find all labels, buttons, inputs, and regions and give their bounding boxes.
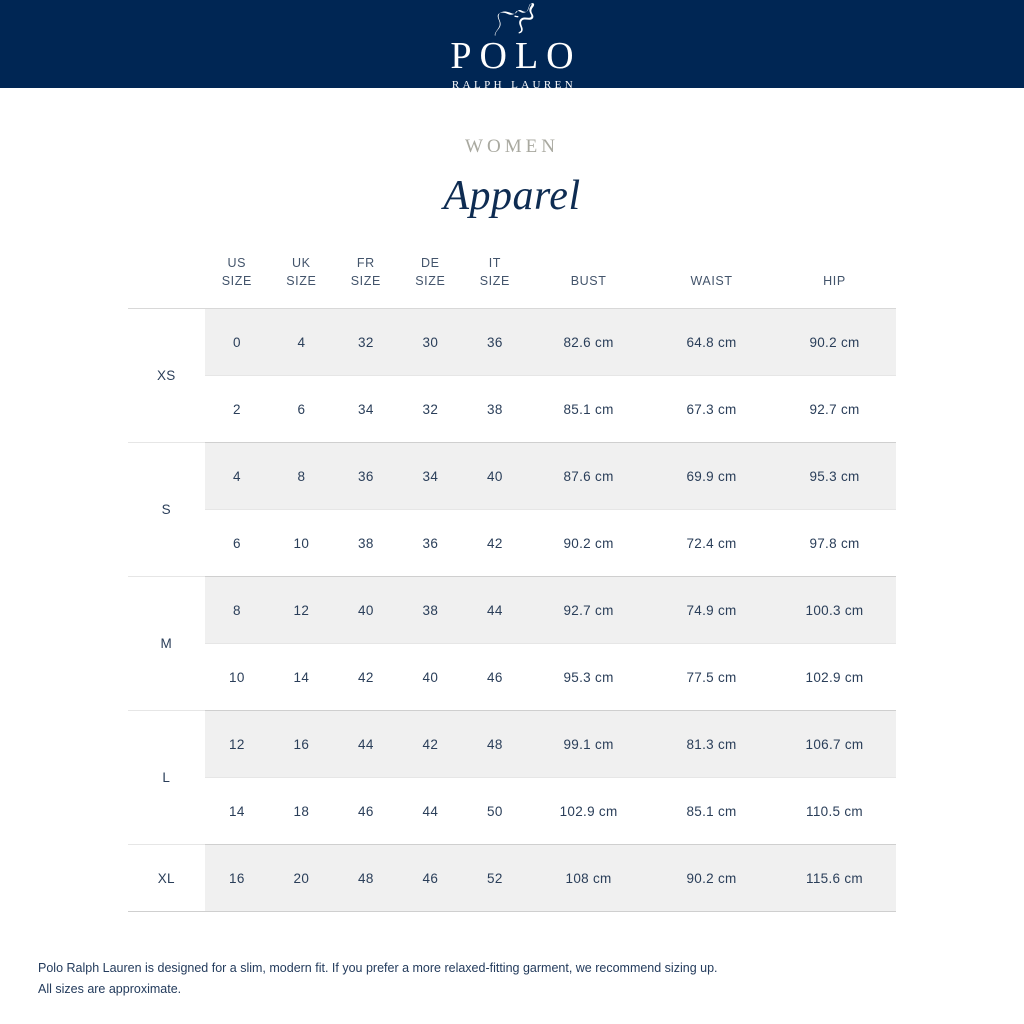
- cell-hip: 102.9 cm: [773, 644, 896, 711]
- page-title: Apparel: [443, 173, 581, 219]
- cell-hip: 97.8 cm: [773, 510, 896, 577]
- size-label-xl: XL: [128, 845, 205, 912]
- table-row: [128, 644, 896, 711]
- size-label-s: S: [128, 443, 205, 577]
- cell-us: 14: [205, 778, 270, 845]
- col-header-fr-size-line2: SIZE: [350, 274, 381, 289]
- footnote-line-2: All sizes are approximate.: [38, 981, 182, 996]
- cell-waist: 81.3 cm: [650, 711, 773, 778]
- cell-de: 46: [398, 845, 463, 912]
- size-label-l: L: [128, 711, 205, 845]
- table-row: [128, 510, 896, 577]
- cell-bust: 95.3 cm: [527, 644, 650, 711]
- cell-hip: 110.5 cm: [773, 778, 896, 845]
- cell-waist: 85.1 cm: [650, 778, 773, 845]
- cell-fr: 32: [334, 309, 399, 376]
- col-header-waist-label: WAIST: [690, 274, 733, 289]
- col-header-de-size-line2: SIZE: [415, 274, 446, 289]
- cell-uk: 12: [269, 577, 334, 644]
- cell-uk: 6: [269, 376, 334, 443]
- cell-bust: 85.1 cm: [527, 376, 650, 443]
- cell-it: 42: [463, 510, 528, 577]
- cell-bust: 90.2 cm: [527, 510, 650, 577]
- cell-fr: 40: [334, 577, 399, 644]
- brand-logo: [442, 0, 581, 91]
- brand-header: [0, 0, 1024, 91]
- cell-waist: 74.9 cm: [650, 577, 773, 644]
- cell-us: 4: [205, 443, 270, 510]
- category-eyebrow: WOMEN: [465, 136, 559, 157]
- cell-waist: 67.3 cm: [650, 376, 773, 443]
- cell-bust: 108 cm: [527, 845, 650, 912]
- cell-de: 36: [398, 510, 463, 577]
- cell-it: 48: [463, 711, 528, 778]
- cell-hip: 90.2 cm: [773, 309, 896, 376]
- cell-de: 42: [398, 711, 463, 778]
- cell-uk: 14: [269, 644, 334, 711]
- size-chart-table: [128, 254, 896, 912]
- cell-fr: 36: [334, 443, 399, 510]
- cell-de: 40: [398, 644, 463, 711]
- size-label-xs: XS: [128, 309, 205, 443]
- table-head: [128, 254, 896, 309]
- cell-waist: 72.4 cm: [650, 510, 773, 577]
- cell-waist: 69.9 cm: [650, 443, 773, 510]
- cell-fr: 48: [334, 845, 399, 912]
- cell-hip: 115.6 cm: [773, 845, 896, 912]
- cell-bust: 99.1 cm: [527, 711, 650, 778]
- cell-fr: 38: [334, 510, 399, 577]
- cell-fr: 42: [334, 644, 399, 711]
- cell-us: 8: [205, 577, 270, 644]
- table-row: [128, 778, 896, 845]
- cell-it: 40: [463, 443, 528, 510]
- cell-us: 0: [205, 309, 270, 376]
- cell-hip: 92.7 cm: [773, 376, 896, 443]
- cell-waist: 90.2 cm: [650, 845, 773, 912]
- cell-fr: 46: [334, 778, 399, 845]
- cell-uk: 18: [269, 778, 334, 845]
- brand-subname: RALPH LAUREN: [451, 79, 577, 91]
- col-header-hip: [773, 254, 896, 309]
- cell-de: 38: [398, 577, 463, 644]
- col-header-us-size-line1: US: [227, 256, 247, 270]
- table-header-row: [128, 254, 896, 309]
- size-label-m: M: [128, 577, 205, 711]
- cell-de: 44: [398, 778, 463, 845]
- col-header-uk-size-line1: UK: [292, 256, 311, 270]
- cell-hip: 100.3 cm: [773, 577, 896, 644]
- cell-de: 30: [398, 309, 463, 376]
- cell-it: 38: [463, 376, 528, 443]
- table-row: [128, 443, 896, 510]
- col-header-blank: [128, 254, 205, 309]
- size-chart-container: [128, 254, 896, 912]
- table-body: [128, 309, 896, 912]
- cell-fr: 34: [334, 376, 399, 443]
- brand-name: POLO: [450, 35, 582, 77]
- table-row: [128, 711, 896, 778]
- cell-bust: 87.6 cm: [527, 443, 650, 510]
- cell-uk: 8: [269, 443, 334, 510]
- cell-uk: 10: [269, 510, 334, 577]
- table-row: [128, 577, 896, 644]
- cell-bust: 82.6 cm: [527, 309, 650, 376]
- cell-uk: 16: [269, 711, 334, 778]
- col-header-waist: [650, 254, 773, 309]
- cell-us: 16: [205, 845, 270, 912]
- cell-uk: 20: [269, 845, 334, 912]
- cell-it: 52: [463, 845, 528, 912]
- cell-de: 32: [398, 376, 463, 443]
- col-header-fr-size-line1: FR: [356, 256, 375, 270]
- cell-waist: 64.8 cm: [650, 309, 773, 376]
- page-titles: [0, 136, 1024, 220]
- cell-us: 6: [205, 510, 270, 577]
- cell-de: 34: [398, 443, 463, 510]
- table-row: [128, 845, 896, 912]
- cell-us: 12: [205, 711, 270, 778]
- cell-waist: 77.5 cm: [650, 644, 773, 711]
- col-header-it-size-line2: SIZE: [479, 274, 510, 289]
- fit-footnote: [38, 958, 718, 999]
- footnote-line-1: Polo Ralph Lauren is designed for a slim, modern fit. If you prefer a more relaxed-fitting garment, we recommend sizing up.: [38, 961, 718, 975]
- col-header-bust: [527, 254, 650, 309]
- cell-it: 46: [463, 644, 528, 711]
- cell-it: 36: [463, 309, 528, 376]
- col-header-bust-label: BUST: [570, 274, 607, 289]
- table-row: [128, 309, 896, 376]
- col-header-fr-size: [334, 254, 399, 309]
- cell-hip: 95.3 cm: [773, 443, 896, 510]
- col-header-uk-size: [269, 254, 334, 309]
- cell-fr: 44: [334, 711, 399, 778]
- col-header-us-size-line2: SIZE: [221, 274, 252, 289]
- table-row: [128, 376, 896, 443]
- col-header-de-size-line1: DE: [421, 256, 440, 270]
- cell-it: 44: [463, 577, 528, 644]
- cell-us: 10: [205, 644, 270, 711]
- cell-hip: 106.7 cm: [773, 711, 896, 778]
- col-header-it-size-line1: IT: [488, 256, 501, 270]
- col-header-us-size: [205, 254, 270, 309]
- cell-it: 50: [463, 778, 528, 845]
- col-header-hip-label: HIP: [823, 274, 846, 289]
- cell-bust: 92.7 cm: [527, 577, 650, 644]
- cell-bust: 102.9 cm: [527, 778, 650, 845]
- col-header-it-size: [463, 254, 528, 309]
- cell-uk: 4: [269, 309, 334, 376]
- col-header-de-size: [398, 254, 463, 309]
- cell-us: 2: [205, 376, 270, 443]
- col-header-uk-size-line2: SIZE: [286, 274, 317, 289]
